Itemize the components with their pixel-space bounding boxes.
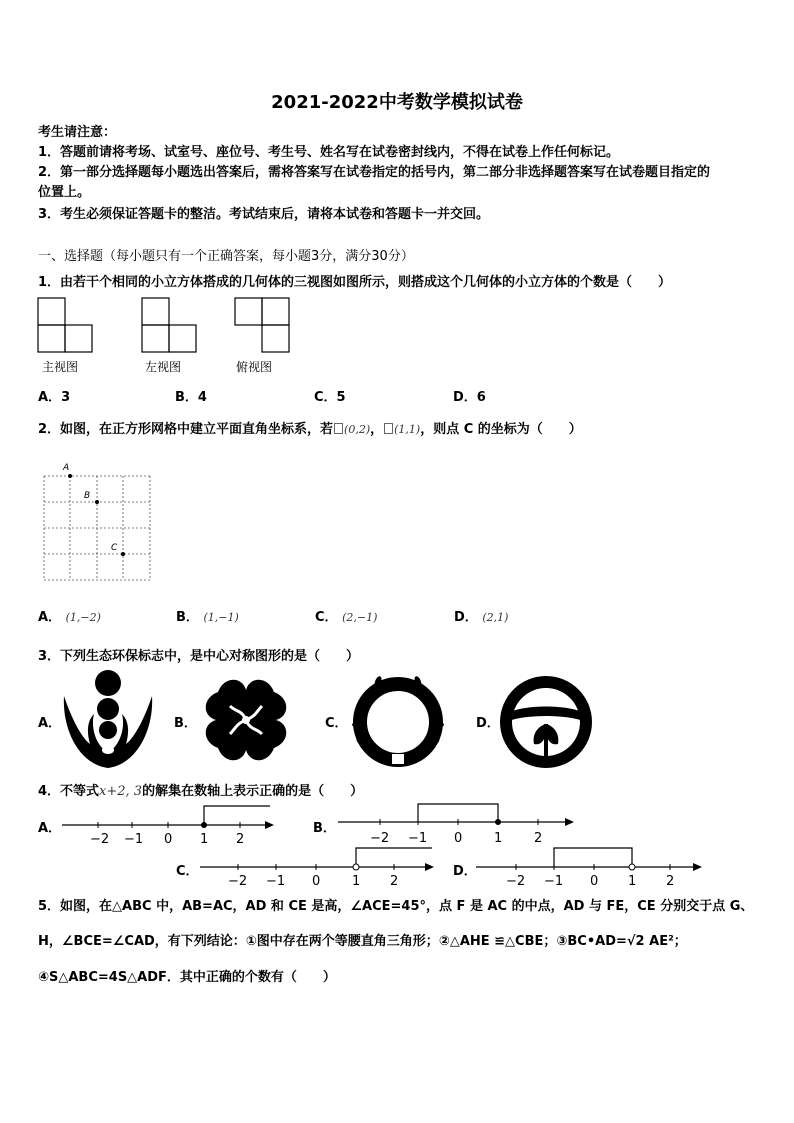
svg-text:0: 0 bbox=[312, 874, 321, 889]
view-label-left: 左视图 bbox=[145, 360, 182, 374]
svg-text:1: 1 bbox=[494, 831, 503, 846]
svg-text:−1: −1 bbox=[544, 874, 564, 889]
q3-option-c-label[interactable]: C． bbox=[325, 716, 348, 731]
view-label-top: 俯视图 bbox=[236, 360, 273, 374]
point-c bbox=[121, 552, 125, 556]
q4-option-b-label[interactable]: B． bbox=[313, 821, 336, 836]
notice-item-1: 1．答题前请将考场、试室号、座位号、考生号、姓名写在试卷密封线内，不得在试卷上作任何标记。 bbox=[38, 145, 620, 160]
svg-text:0: 0 bbox=[454, 831, 463, 846]
svg-text:−2: −2 bbox=[506, 874, 526, 889]
q2-option-a[interactable]: A． (1,−2) bbox=[38, 610, 101, 625]
q5-line-1: 5．如图，在△ABC 中，AB=AC，AD 和 CE 是高，∠ACE=45°，点 F 是 AC 的中点，AD 与 FE，CE 分别交于点 G、 bbox=[38, 899, 754, 914]
section-heading: 一、选择题（每小题只有一个正确答案，每小题3分，满分30分） bbox=[38, 249, 414, 264]
notice-item-2-cont: 位置上。 bbox=[38, 185, 91, 200]
q3-option-b-label[interactable]: B． bbox=[174, 716, 197, 731]
q2-option-d[interactable]: D． (2,1) bbox=[454, 610, 509, 625]
q4-option-a-label[interactable]: A． bbox=[38, 821, 62, 836]
svg-text:−2: −2 bbox=[90, 832, 110, 847]
label-b: B bbox=[84, 491, 91, 501]
q1-option-c[interactable]: C．5 bbox=[314, 390, 346, 405]
q3-option-a-label[interactable]: A． bbox=[38, 716, 62, 731]
q1-option-b[interactable]: B．4 bbox=[175, 390, 207, 405]
q2-option-b[interactable]: B． (1,−1) bbox=[176, 610, 239, 625]
svg-text:−2: −2 bbox=[228, 874, 248, 889]
svg-text:1: 1 bbox=[628, 874, 637, 889]
svg-text:−1: −1 bbox=[266, 874, 286, 889]
notice-heading: 考生请注意： bbox=[38, 125, 117, 140]
q3-text: 3．下列生态环保标志中，是中心对称图形的是（ ） bbox=[38, 649, 360, 664]
q2-grid-figure bbox=[38, 460, 158, 588]
view-label-front: 主视图 bbox=[42, 360, 79, 374]
svg-text:1: 1 bbox=[352, 874, 361, 889]
q4-option-c-label[interactable]: C． bbox=[176, 864, 199, 879]
clover-logo-icon bbox=[196, 670, 296, 770]
svg-text:2: 2 bbox=[390, 874, 399, 889]
svg-text:−1: −1 bbox=[408, 831, 428, 846]
point-a bbox=[68, 474, 72, 478]
notice-item-3: 3．考生必须保证答题卡的整洁。考试结束后，请将本试卷和答题卡一并交回。 bbox=[38, 207, 490, 222]
svg-text:2: 2 bbox=[666, 874, 675, 889]
q1-option-a[interactable]: A．3 bbox=[38, 390, 71, 405]
placeholder-box-icon bbox=[384, 423, 393, 434]
q1-text: 1．由若干个相同的小立方体搭成的几何体的三视图如图所示，则搭成这个几何体的小立方体的个数是（ ） bbox=[38, 275, 672, 290]
notice-item-2: 2．第一部分选择题每小题选出答案后，需将答案写在试卷指定的括号内，第二部分非选择题答案写在试卷题目指定的 bbox=[38, 165, 711, 180]
number-line-d bbox=[474, 843, 714, 893]
placeholder-box-icon bbox=[334, 423, 343, 434]
q5-line-2: H，∠BCE=∠CAD，有下列结论：①图中存在两个等腰直角三角形；②△AHE ≌△CBE；③BC•AD=√2 AE²； bbox=[38, 934, 687, 949]
q5-line-3: ④S△ABC=4S△ADF．其中正确的个数有（ ） bbox=[38, 970, 336, 985]
q2-text: 2．如图，在正方形网格中建立平面直角坐标系，若 (0,2)， (1,1)，则点 C 的坐标为（ ） bbox=[38, 422, 582, 437]
label-a: A bbox=[63, 463, 70, 473]
laurel-wreath-icon bbox=[348, 670, 448, 770]
number-line-c bbox=[198, 843, 443, 893]
flame-logo-icon bbox=[60, 668, 160, 772]
q3-option-d-label[interactable]: D． bbox=[476, 716, 500, 731]
svg-text:−1: −1 bbox=[124, 832, 144, 847]
svg-text:1: 1 bbox=[200, 832, 209, 847]
point-b bbox=[95, 500, 99, 504]
svg-text:0: 0 bbox=[164, 832, 173, 847]
svg-text:0: 0 bbox=[590, 874, 599, 889]
svg-text:2: 2 bbox=[236, 832, 245, 847]
q1-option-d[interactable]: D．6 bbox=[453, 390, 486, 405]
q2-option-c[interactable]: C． (2,−1) bbox=[315, 610, 378, 625]
svg-text:2: 2 bbox=[534, 831, 543, 846]
q4-option-d-label[interactable]: D． bbox=[453, 864, 477, 879]
q4-text: 4．不等式x+2, 3的解集在数轴上表示正确的是（ ） bbox=[38, 784, 364, 799]
circle-leaf-logo-icon bbox=[498, 674, 594, 770]
label-c: C bbox=[111, 543, 118, 553]
svg-text:−2: −2 bbox=[370, 831, 390, 846]
page-title: 2021-2022中考数学模拟试卷 bbox=[271, 92, 523, 113]
